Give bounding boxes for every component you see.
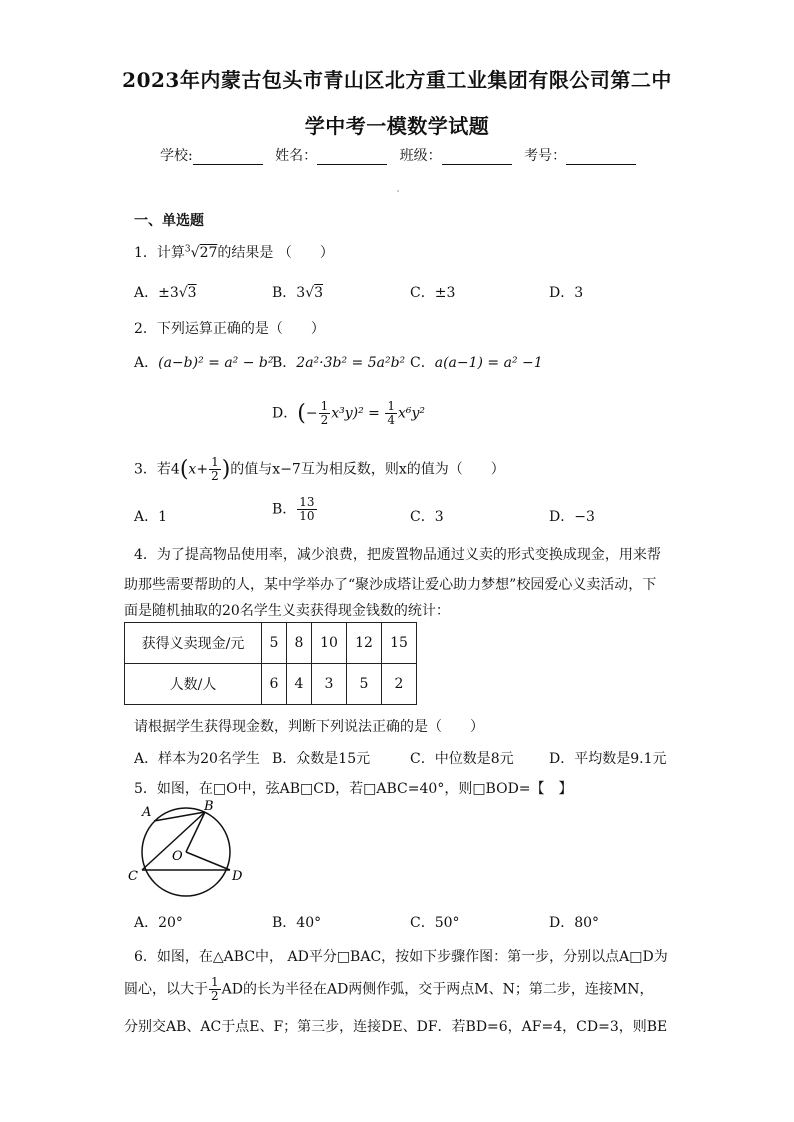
- q5-option-c[interactable]: C．50°: [410, 915, 460, 931]
- q6-l2-start: 圆心，以大于: [124, 981, 208, 998]
- q5-circle-figure: [126, 800, 256, 900]
- q6-l2-end: AD的长为半径在AD两侧作弧，交于两点M、N；第二步，连接MN，: [221, 981, 654, 998]
- table-row: [125, 623, 417, 664]
- table-row: [125, 664, 417, 705]
- table-cell: 12: [347, 623, 382, 664]
- q2-b-label: B．: [272, 355, 297, 371]
- q1-b-text: B．3: [272, 285, 306, 301]
- q3-option-c[interactable]: C．3: [410, 509, 444, 525]
- frac-den: 10: [299, 509, 315, 523]
- number-label: 考号：: [524, 148, 567, 164]
- frac-den: 2: [211, 469, 219, 483]
- table-head-cell: 获得义卖现金/元: [125, 623, 262, 664]
- q3-frac: [209, 456, 221, 483]
- class-label: 班级：: [399, 148, 442, 164]
- q2-d-expr-end: x⁶y²: [397, 405, 425, 422]
- frac-num: 1: [320, 399, 329, 413]
- q5-option-a[interactable]: A．20°: [134, 915, 183, 931]
- frac-den: 4: [387, 413, 395, 427]
- line-bo: [186, 812, 205, 852]
- q4-stats-table: [124, 622, 417, 705]
- q4-option-a[interactable]: A．样本为20名学生: [134, 751, 260, 767]
- frac-den: 2: [211, 989, 219, 1003]
- label-d: D: [232, 869, 243, 884]
- cube-index: 3: [184, 244, 191, 255]
- table-cell: 4: [287, 664, 312, 705]
- table-cell: 10: [312, 623, 347, 664]
- q3-suffix: 的值与x−7互为相反数，则x的值为（ ）: [230, 461, 505, 478]
- q2-option-b[interactable]: [272, 352, 405, 372]
- question-5: 5．如图，在□O中，弦AB□CD，若□ABC=40°，则□BOD=【 】: [134, 781, 573, 797]
- radical-sign: √: [178, 285, 188, 301]
- q1-a-text: A．±3: [134, 285, 179, 301]
- number-blank[interactable]: [566, 150, 636, 165]
- q2-c-expr: a(a−1) = a² −1: [434, 355, 543, 371]
- q4-line-3: 面是随机抽取的20名学生义卖获得现金钱数的统计：: [124, 603, 450, 619]
- q6-line-2: [124, 976, 653, 1003]
- table-head-cell: 人数/人: [125, 664, 262, 705]
- q1-option-a[interactable]: [134, 282, 197, 302]
- school-label: 学校:: [160, 148, 193, 164]
- q3-b-label: B．: [272, 501, 297, 518]
- title-line-1: 2023年内蒙古包头市青山区北方重工业集团有限公司第二中: [122, 68, 672, 92]
- table-cell: 6: [262, 664, 287, 705]
- q3-option-a[interactable]: A．1: [134, 509, 168, 525]
- frac-num: 1: [211, 975, 219, 989]
- q3-option-d[interactable]: D．−3: [549, 509, 595, 525]
- question-1: [134, 242, 334, 262]
- line-od: [186, 852, 230, 870]
- center-dot: [397, 190, 399, 192]
- radical-sign: √: [190, 245, 200, 261]
- class-blank[interactable]: [442, 150, 512, 165]
- q6-line-1: 6．如图，在△ABC中， AD平分□BAC，按如下步骤作图：第一步，分别以点A□D为: [134, 949, 668, 965]
- q3-b-frac: [297, 496, 316, 523]
- q4-line-2: 助那些需要帮助的人，某中学举办了“聚沙成塔让爱心助力梦想”校园爱心义卖活动，下: [124, 577, 657, 593]
- q3-prefix: 3．若4: [134, 461, 180, 478]
- q2-d-expr: x³y)² =: [331, 405, 385, 422]
- question-2: 2．下列运算正确的是（ ）: [134, 321, 325, 337]
- q1-suffix: 的结果是 （ ）: [217, 245, 334, 261]
- student-info-row: [160, 145, 644, 165]
- table-cell: 15: [382, 623, 417, 664]
- q2-d-label: D．: [272, 405, 298, 422]
- q1-option-d[interactable]: D．3: [549, 285, 584, 301]
- table-cell: 2: [382, 664, 417, 705]
- frac-den: 2: [320, 413, 329, 427]
- q6-line-3: 分别交AB、AC于点E、F；第三步，连接DE、DF．若BD=6，AF=4，CD=3，则BE: [124, 1019, 668, 1035]
- q2-d-frac-1: [319, 400, 331, 427]
- q4-prompt: 请根据学生获得现金数，判断下列说法正确的是（ ）: [134, 719, 484, 735]
- name-label: 姓名：: [275, 148, 318, 164]
- title-line-2: 学中考一模数学试题: [304, 114, 490, 138]
- q1-option-c[interactable]: C．±3: [410, 285, 456, 301]
- table-cell: 3: [312, 664, 347, 705]
- paren-open: (: [179, 457, 189, 482]
- frac-num: 13: [299, 495, 315, 509]
- q5-option-d[interactable]: D．80°: [549, 915, 600, 931]
- table-cell: 5: [347, 664, 382, 705]
- q3-option-b[interactable]: [272, 496, 318, 523]
- paren-close: ): [221, 457, 231, 482]
- paren-open: (: [297, 401, 306, 426]
- frac-num: 1: [211, 455, 219, 469]
- label-o: O: [172, 849, 183, 864]
- q3-x: x+: [188, 461, 209, 478]
- q2-option-c[interactable]: [410, 352, 543, 372]
- question-3: [134, 456, 505, 483]
- name-blank[interactable]: [317, 150, 387, 165]
- q2-option-a[interactable]: [134, 352, 274, 372]
- label-c: C: [128, 869, 138, 884]
- table-cell: 8: [287, 623, 312, 664]
- q1-prefix: 1．计算: [134, 245, 185, 261]
- table-cell: 5: [262, 623, 287, 664]
- q2-c-label: C．: [410, 355, 435, 371]
- school-blank[interactable]: [193, 150, 263, 165]
- q2-b-expr: 2a²·3b² = 5a²b²: [296, 355, 406, 371]
- q1-radicand: 27: [199, 245, 218, 261]
- q4-option-c[interactable]: C．中位数是8元: [410, 751, 514, 767]
- q2-option-d[interactable]: D．(− $\frac{1}{2}$ x³y)² = $\frac{1}{4}$ x⁶y²: [272, 399, 425, 427]
- q4-line-1: 4．为了提高物品使用率，减少浪费，把废置物品通过义卖的形式变换成现金，用来帮: [134, 547, 661, 563]
- q2-a-expr: (a−b)² = a² − b²: [158, 355, 274, 371]
- q1-option-b[interactable]: [272, 282, 323, 302]
- q4-option-b[interactable]: B．众数是15元: [272, 751, 371, 767]
- label-b: B: [204, 800, 214, 814]
- section-single-choice: 一、单选题: [134, 213, 204, 229]
- q1-b-radicand: 3: [314, 285, 324, 301]
- q2-d-frac-2: [385, 400, 397, 427]
- q2-a-label: A．: [134, 355, 159, 371]
- q6-frac: [209, 976, 221, 1003]
- q4-option-d[interactable]: D．平均数是9.1元: [549, 751, 667, 767]
- q1-a-radicand: 3: [187, 285, 197, 301]
- q5-option-b[interactable]: B．40°: [272, 915, 322, 931]
- label-a: A: [142, 805, 152, 820]
- frac-num: 1: [387, 399, 395, 413]
- radical-sign: √: [305, 285, 315, 301]
